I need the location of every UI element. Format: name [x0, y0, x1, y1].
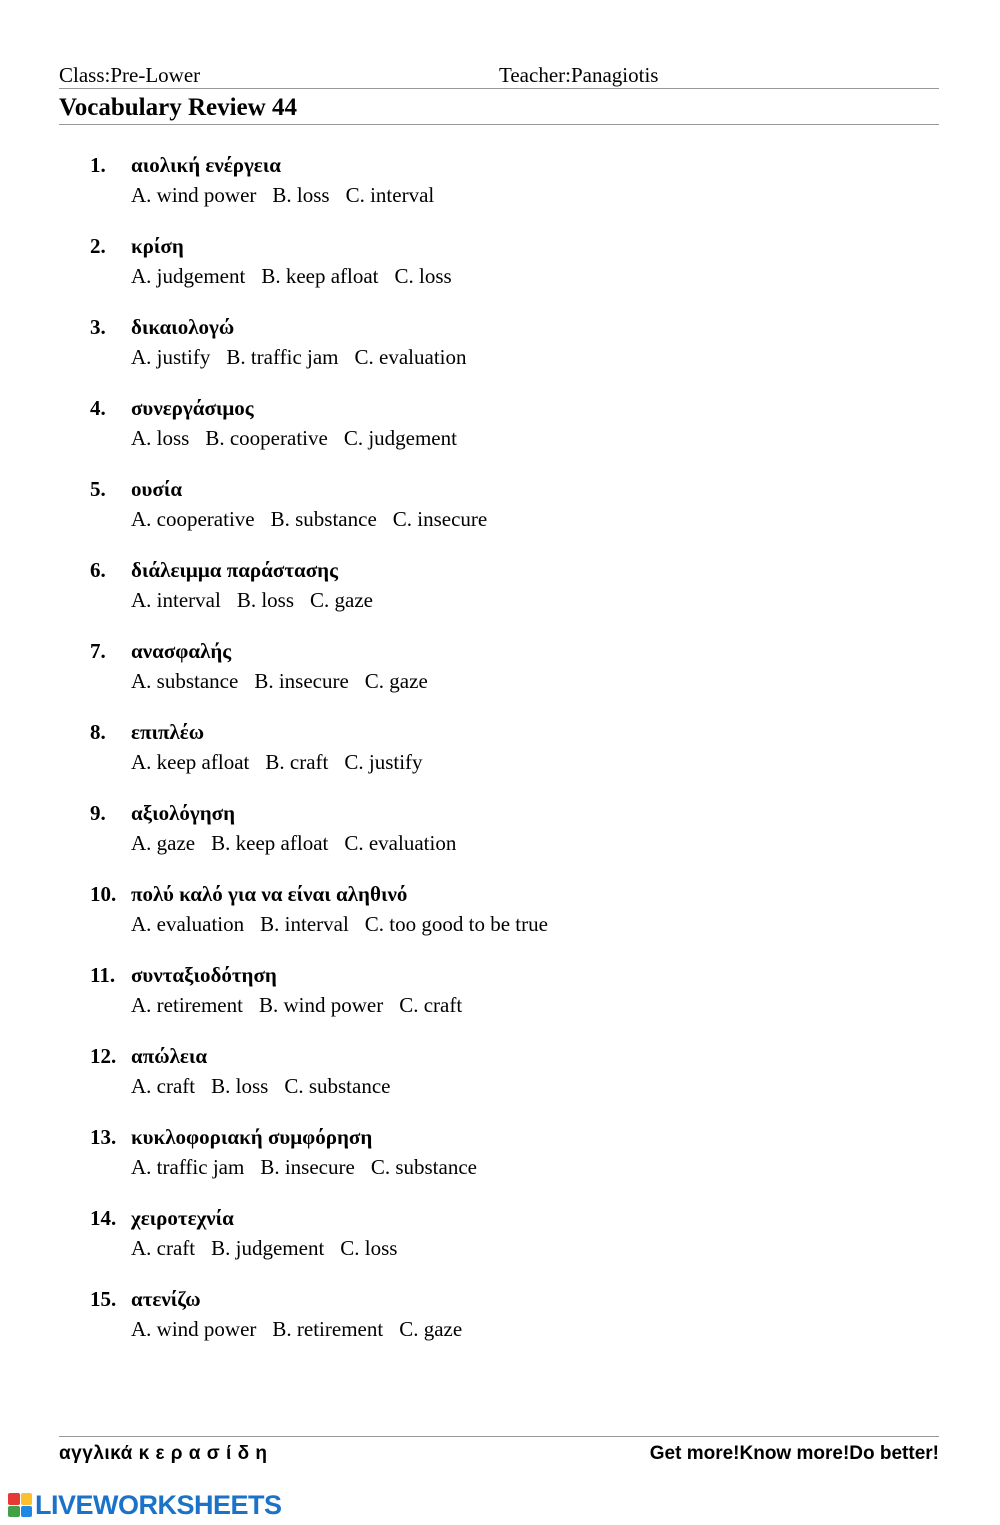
- question-prompt: ουσία: [131, 477, 183, 501]
- logo-square: [8, 1493, 20, 1505]
- question-prompt: χειροτεχνία: [131, 1206, 234, 1230]
- answer-options: [131, 749, 439, 775]
- answer-option[interactable]: A. justify: [131, 345, 211, 369]
- answer-option[interactable]: B. craft: [265, 750, 329, 774]
- question-item: [0, 310, 1000, 391]
- answer-option[interactable]: C. evaluation: [344, 831, 457, 855]
- answer-options: [131, 506, 503, 532]
- answer-option[interactable]: A. craft: [131, 1074, 196, 1098]
- answer-option[interactable]: C. substance: [370, 1155, 477, 1179]
- answer-option[interactable]: C. gaze: [310, 588, 373, 612]
- question-item: [0, 148, 1000, 229]
- question-item: [0, 1039, 1000, 1120]
- answer-option[interactable]: B. loss: [272, 183, 330, 207]
- answer-options: [131, 425, 473, 451]
- answer-options: [131, 992, 478, 1018]
- question-prompt: κυκλοφοριακή συμφόρηση: [131, 1125, 373, 1149]
- question-item: [0, 553, 1000, 634]
- answer-option[interactable]: B. insecure: [254, 669, 349, 693]
- question-prompt: κρίση: [131, 234, 184, 258]
- question-item: [0, 472, 1000, 553]
- answer-options: [131, 668, 444, 694]
- answer-options: [131, 1316, 478, 1342]
- class-label: Class:Pre-Lower: [59, 63, 201, 87]
- answer-option[interactable]: A. traffic jam: [131, 1155, 245, 1179]
- question-item: [0, 877, 1000, 958]
- question-number: 11.: [90, 963, 116, 987]
- answer-option[interactable]: A. interval: [131, 588, 221, 612]
- question-prompt: αξιολόγηση: [131, 801, 236, 825]
- answer-option[interactable]: B. keep afloat: [261, 264, 379, 288]
- teacher-label: Teacher:Panagiotis: [499, 63, 659, 87]
- answer-option[interactable]: A. loss: [131, 426, 190, 450]
- answer-option[interactable]: C. craft: [399, 993, 463, 1017]
- brand-name: LIVEWORKSHEETS: [35, 1489, 282, 1520]
- answer-option[interactable]: A. retirement: [131, 993, 243, 1017]
- logo-square: [21, 1493, 33, 1505]
- answer-option[interactable]: A. cooperative: [131, 507, 255, 531]
- question-prompt: συνταξιοδότηση: [131, 963, 277, 987]
- answer-options: [131, 344, 483, 370]
- answer-option[interactable]: A. substance: [131, 669, 239, 693]
- question-number: 7.: [90, 639, 106, 663]
- question-number: 14.: [90, 1206, 117, 1230]
- question-item: [0, 391, 1000, 472]
- answer-option[interactable]: C. substance: [284, 1074, 391, 1098]
- header-divider: [59, 88, 939, 89]
- question-item: [0, 1120, 1000, 1201]
- answer-options: [131, 182, 450, 208]
- question-number: 13.: [90, 1125, 117, 1149]
- answer-option[interactable]: A. wind power: [131, 1317, 257, 1341]
- footer: [59, 1441, 939, 1467]
- page-title: Vocabulary Review 44: [59, 94, 297, 121]
- question-item: [0, 1282, 1000, 1363]
- question-number: 12.: [90, 1044, 117, 1068]
- answer-option[interactable]: C. justify: [344, 750, 423, 774]
- answer-option[interactable]: A. gaze: [131, 831, 196, 855]
- answer-options: [131, 911, 564, 937]
- question-prompt: συνεργάσιμος: [131, 396, 254, 420]
- question-prompt: ανασφαλής: [131, 639, 232, 663]
- answer-option[interactable]: C. too good to be true: [364, 912, 548, 936]
- title-divider: [59, 124, 939, 125]
- question-number: 10.: [90, 882, 117, 906]
- answer-options: [131, 587, 389, 613]
- question-number: 8.: [90, 720, 106, 744]
- answer-option[interactable]: C. gaze: [399, 1317, 463, 1341]
- liveworksheets-brand[interactable]: [8, 1490, 282, 1520]
- question-number: 1.: [90, 153, 106, 177]
- answer-option[interactable]: B. retirement: [272, 1317, 384, 1341]
- answer-option[interactable]: C. judgement: [343, 426, 457, 450]
- question-number: 4.: [90, 396, 106, 420]
- question-prompt: δικαιολογώ: [131, 315, 235, 339]
- answer-option[interactable]: B. interval: [260, 912, 349, 936]
- liveworksheets-logo-icon: [8, 1493, 32, 1517]
- answer-option[interactable]: B. loss: [211, 1074, 269, 1098]
- question-prompt: επιπλέω: [131, 720, 205, 744]
- question-prompt: ατενίζω: [131, 1287, 201, 1311]
- question-item: [0, 715, 1000, 796]
- answer-option[interactable]: C. gaze: [364, 669, 428, 693]
- question-item: [0, 958, 1000, 1039]
- answer-options: [131, 1073, 406, 1099]
- footer-divider: [59, 1436, 939, 1437]
- logo-square: [8, 1506, 20, 1518]
- question-number: 3.: [90, 315, 106, 339]
- question-item: [0, 796, 1000, 877]
- question-number: 6.: [90, 558, 106, 582]
- answer-options: [131, 1154, 493, 1180]
- answer-option[interactable]: B. insecure: [260, 1155, 355, 1179]
- answer-option[interactable]: B. traffic jam: [226, 345, 339, 369]
- answer-option[interactable]: B. keep afloat: [211, 831, 329, 855]
- question-item: [0, 1201, 1000, 1282]
- answer-option[interactable]: A. craft: [131, 1236, 196, 1260]
- answer-option[interactable]: B. substance: [270, 507, 377, 531]
- question-item: [0, 229, 1000, 310]
- answer-option[interactable]: C. insecure: [392, 507, 488, 531]
- answer-option[interactable]: C. evaluation: [354, 345, 467, 369]
- answer-option[interactable]: A. keep afloat: [131, 750, 250, 774]
- footer-slogan: Get more!Know more!Do better!: [649, 1443, 939, 1464]
- answer-option[interactable]: A. evaluation: [131, 912, 245, 936]
- question-prompt: αιολική ενέργεια: [131, 153, 281, 177]
- footer-left-text: αγγλικά κ ε ρ α σ ί δ η: [59, 1443, 268, 1464]
- answer-option[interactable]: B. cooperative: [205, 426, 328, 450]
- question-item: [0, 634, 1000, 715]
- answer-options: [131, 263, 468, 289]
- answer-options: [131, 1235, 413, 1261]
- question-prompt: πολύ καλό για να είναι αληθινό: [131, 882, 408, 906]
- question-number: 5.: [90, 477, 106, 501]
- question-number: 2.: [90, 234, 106, 258]
- question-number: 9.: [90, 801, 106, 825]
- answer-option[interactable]: C. interval: [345, 183, 435, 207]
- answer-options: [131, 830, 472, 856]
- logo-square: [21, 1506, 33, 1518]
- answer-option[interactable]: A. judgement: [131, 264, 246, 288]
- question-prompt: απώλεια: [131, 1044, 208, 1068]
- answer-option[interactable]: C. loss: [340, 1236, 398, 1260]
- answer-option[interactable]: C. loss: [394, 264, 452, 288]
- answer-option[interactable]: B. wind power: [258, 993, 384, 1017]
- answer-option[interactable]: A. wind power: [131, 183, 257, 207]
- question-number: 15.: [90, 1287, 117, 1311]
- question-prompt: διάλειμμα παράστασης: [131, 558, 338, 582]
- worksheet-header: [59, 62, 939, 88]
- answer-option[interactable]: B. loss: [236, 588, 294, 612]
- answer-option[interactable]: B. judgement: [211, 1236, 325, 1260]
